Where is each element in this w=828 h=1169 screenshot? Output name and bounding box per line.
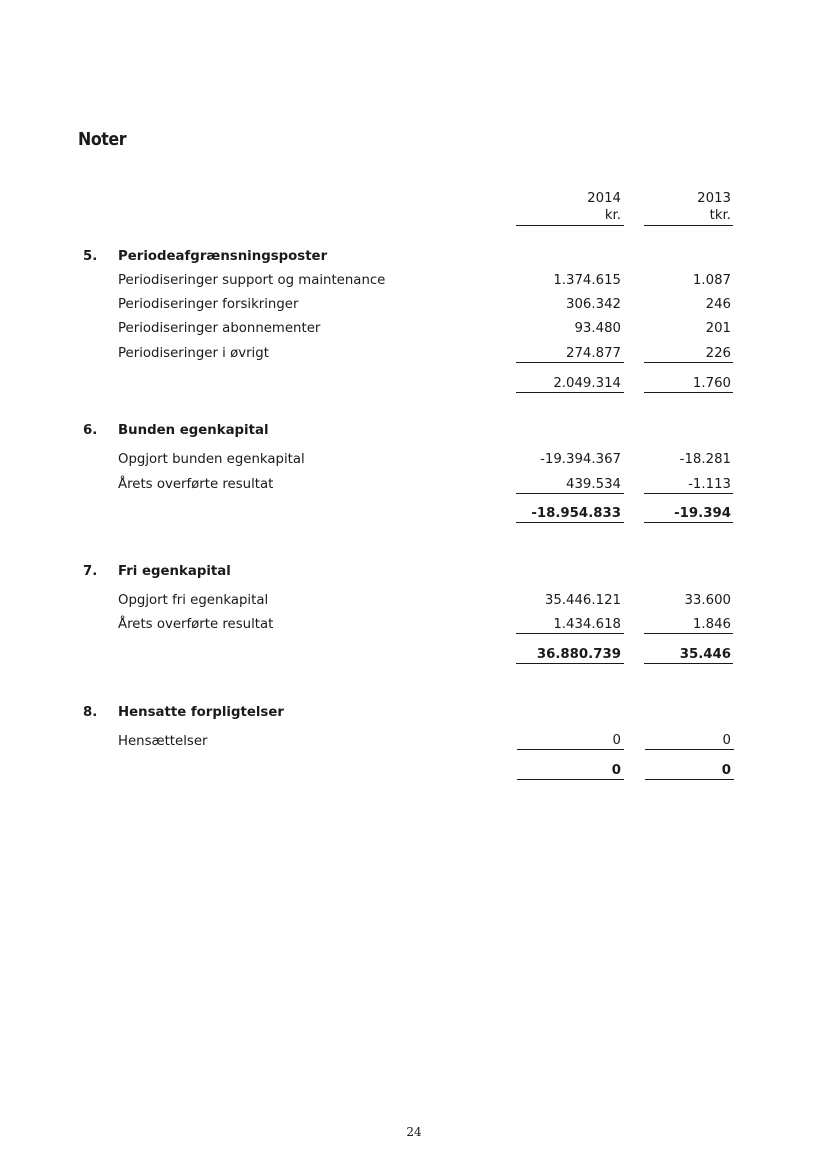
total-value-2014: 2.049.314 [553,376,621,391]
total-rule-2013 [644,522,733,523]
row-value-2013: 1.087 [692,273,731,288]
row-label: Årets overførte resultat [118,617,274,632]
row-label: Hensættelser [118,734,208,749]
row-value-2014: 35.446.121 [544,593,621,608]
row-value-2014: 0 [612,733,621,748]
row-value-2013: 226 [705,346,731,361]
note-number: 7. [83,564,98,579]
total-value-2014: 36.880.739 [536,647,621,662]
total-rule-2014 [516,663,624,664]
subtotal-rule-2014 [516,493,624,494]
total-rule-2013 [644,392,733,393]
row-value-2014: 274.877 [566,346,621,361]
total-rule-2014 [516,392,624,393]
note-heading: Hensatte forpligtelser [118,705,284,720]
page-title: Noter [78,129,127,150]
subtotal-rule-2013 [644,493,733,494]
total-rule-2013 [644,663,733,664]
header-rule-2013 [644,225,733,226]
row-value-2013: 246 [705,297,731,312]
row-value-2014: -19.394.367 [540,452,621,467]
subtotal-rule-2013 [645,749,734,750]
row-label: Opgjort bunden egenkapital [118,452,305,467]
total-value-2013: 0 [721,763,731,778]
row-label: Årets overførte resultat [118,477,274,492]
row-value-2013: 0 [722,733,731,748]
row-label: Periodiseringer i øvrigt [118,346,269,361]
col-2014-year: 2014 [587,191,621,206]
note-number: 5. [83,249,98,264]
row-label: Periodiseringer abonnementer [118,321,321,336]
subtotal-rule-2013 [644,362,733,363]
header-rule-2014 [516,225,624,226]
note-heading: Bunden egenkapital [118,423,269,438]
total-rule-2014 [516,522,624,523]
row-label: Opgjort fri egenkapital [118,593,269,608]
page-number: 24 [406,1125,422,1139]
note-number: 6. [83,423,98,438]
note-number: 8. [83,705,98,720]
col-2013-unit: tkr. [709,208,731,223]
total-value-2014: 0 [611,763,621,778]
row-value-2013: 1.846 [692,617,731,632]
subtotal-rule-2014 [517,749,624,750]
row-value-2013: -1.113 [688,477,731,492]
row-value-2014: 439.534 [566,477,621,492]
note-heading: Periodeafgrænsningsposter [118,249,328,264]
row-label: Periodiseringer support og maintenance [118,273,386,288]
total-value-2013: 35.446 [679,647,731,662]
row-value-2013: 33.600 [684,593,731,608]
row-value-2014: 1.434.618 [553,617,621,632]
row-value-2014: 306.342 [566,297,621,312]
row-value-2013: 201 [705,321,731,336]
total-value-2013: -19.394 [674,506,731,521]
total-rule-2014 [517,779,624,780]
row-value-2014: 93.480 [574,321,621,336]
subtotal-rule-2014 [516,362,624,363]
subtotal-rule-2013 [644,633,733,634]
total-rule-2013 [645,779,734,780]
row-value-2013: -18.281 [679,452,731,467]
row-value-2014: 1.374.615 [553,273,621,288]
col-2013-year: 2013 [697,191,731,206]
total-value-2014: -18.954.833 [531,506,621,521]
note-heading: Fri egenkapital [118,564,231,579]
row-label: Periodiseringer forsikringer [118,297,299,312]
total-value-2013: 1.760 [692,376,731,391]
subtotal-rule-2014 [516,633,624,634]
col-2014-unit: kr. [604,208,621,223]
